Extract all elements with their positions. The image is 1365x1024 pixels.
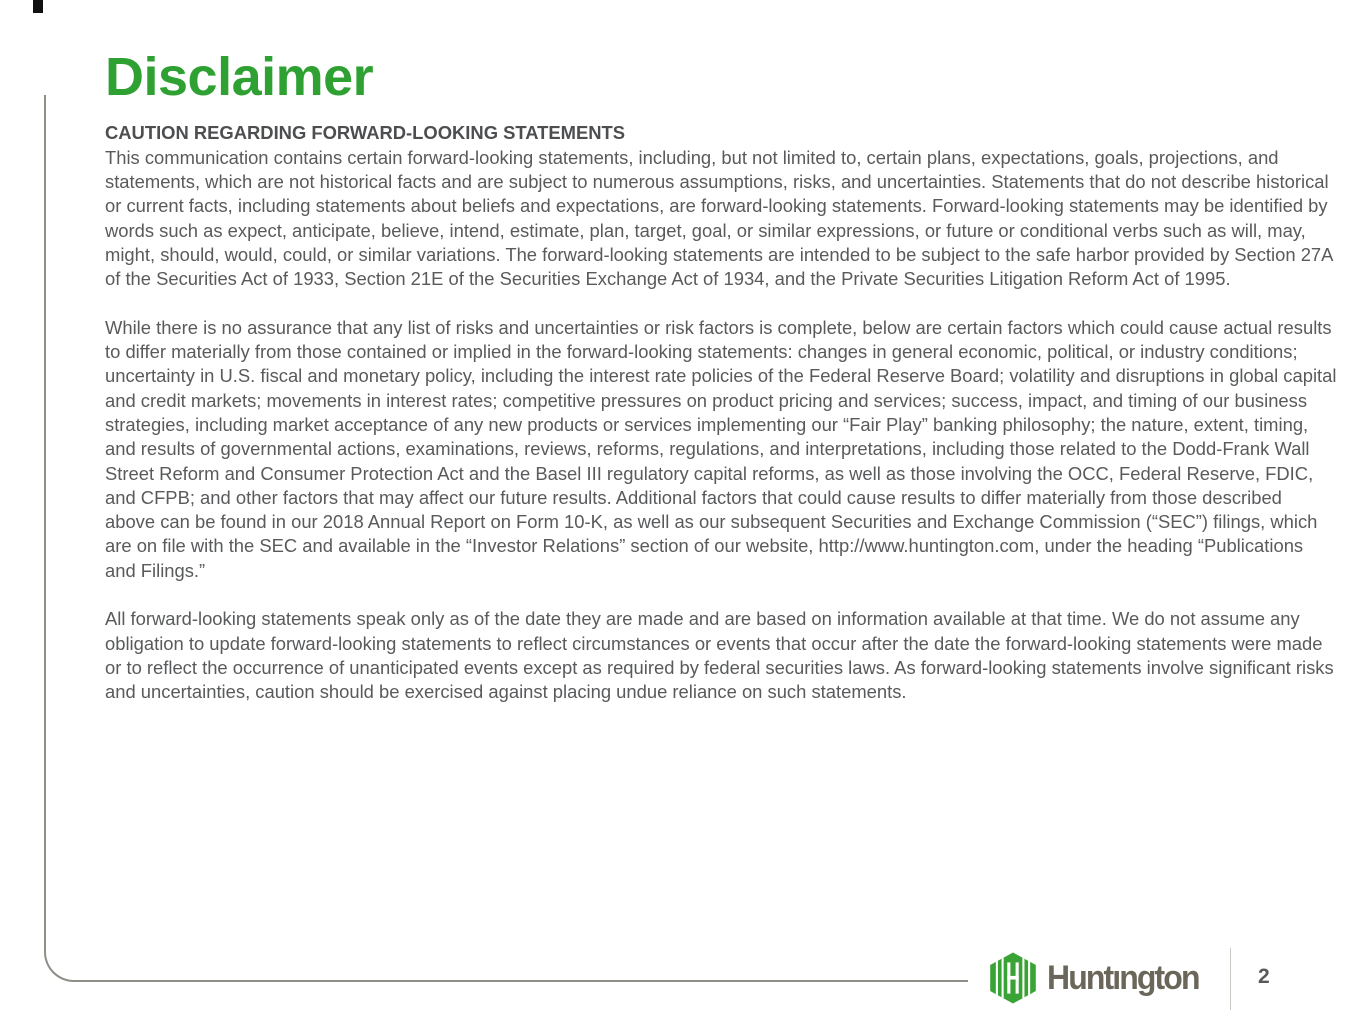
footer-divider-line — [1230, 948, 1231, 1010]
paragraph-risk-factors: While there is no assurance that any list of risks and uncertainties or risk factors is complete, below are certain factors which could cause actual results to differ materially from those contained or implied in the forward-looking statements: changes in general economic, political, or industry conditions; uncertainty in U.S. fiscal and monetary policy, including the interest rate policies of the Federal Reserve Board; volatility and disruptions in global capital and credit markets; movements in interest rates; competitive pressures on product pricing and services; success, impact, and timing of our business strategies, including market acceptance of any new products or services implementing our “Fair Play” banking philosophy; the nature, extent, timing, and results of governmental actions, examinations, reviews, reforms, regulations, and interpretations, including those related to the Dodd-Frank Wall Street Reform and Consumer Protection Act and the Basel III regulatory capital reforms, as well as those involving the OCC, Federal Reserve, FDIC, and CFPB; and other factors that may affect our future results. Additional factors that could cause results to differ materially from those described above can be found in our 2018 Annual Report on Form 10-K, as well as our subsequent Securities and Exchange Commission (“SEC”) filings, which are on file with the SEC and available in the “Investor Relations” section of our website, http://www.huntington.com, under the heading “Publications and Filings.” — [105, 316, 1337, 581]
slide-footer — [0, 940, 1365, 1024]
paragraph-no-obligation: All forward-looking statements speak only as of the date they are made and are based on information available at that time. We do not assume any obligation to update forward-looking statements to reflect circumstances or events that occur after the date the forward-looking statements were made or to reflect the occurrence of unanticipated events except as required by federal securities laws. As forward-looking statements involve significant risks and uncertainties, caution should be exercised against placing undue reliance on such statements. — [105, 608, 1334, 703]
page-number: 2 — [1258, 965, 1270, 988]
slide-content — [105, 48, 1337, 729]
top-left-corner-mark — [33, 0, 43, 13]
huntington-logo — [987, 952, 1208, 1004]
paragraph-forward-looking: This communication contains certain forward-looking statements, including, but not limited to, certain plans, expectations, goals, projections, and statements, which are not historical facts and are subject to numerous assumptions, risks, and uncertainties. Statements that do not describe historical or current facts, including statements about beliefs and expectations, are forward-looking statements. Forward-looking statements may be identified by words such as expect, anticipate, believe, intend, estimate, plan, target, goal, or similar expressions, or future or conditional verbs such as will, may, might, should, would, could, or similar variations. The forward-looking statements are intended to be subject to the safe harbor provided by Section 27A of the Securities Act of 1933, Section 21E of the Securities Exchange Act of 1934, and the Private Securities Litigation Reform Act of 1995. — [105, 146, 1333, 290]
caution-heading: CAUTION REGARDING FORWARD-LOOKING STATEMENTS — [105, 122, 626, 144]
page-title: Disclaimer — [105, 47, 374, 107]
huntington-wordmark: Huntıngton — [1047, 958, 1199, 997]
huntington-hexagon-icon — [987, 952, 1039, 1004]
disclaimer-text-block — [105, 121, 1337, 704]
